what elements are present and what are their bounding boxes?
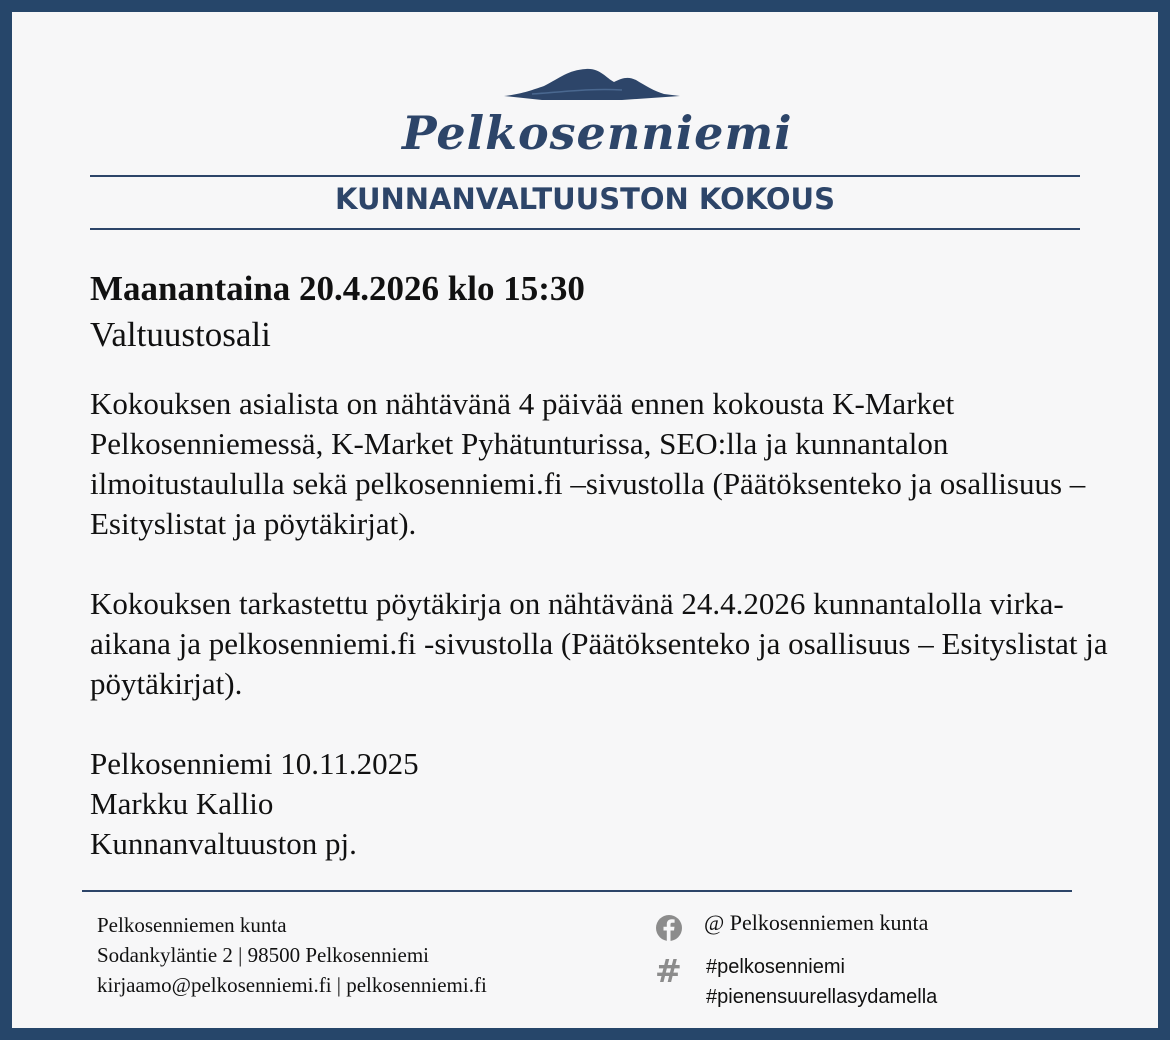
heading-divider xyxy=(90,228,1080,230)
logo-wordmark: Pelkosenniemi xyxy=(402,106,793,160)
meeting-datetime: Maanantaina 20.4.2026 klo 15:30 xyxy=(90,269,585,308)
footer-email-web: kirjaamo@pelkosenniemi.fi | pelkosenniemi.fi xyxy=(97,973,487,997)
fell-logo-icon xyxy=(502,64,682,104)
hashtag-list xyxy=(706,952,937,1012)
facebook-handle: @ Pelkosenniemen kunta xyxy=(704,910,929,935)
notice-page xyxy=(12,12,1158,1028)
hashtag-icon: # xyxy=(655,952,682,990)
signature-title: Kunnanvaltuuston pj. xyxy=(90,826,357,861)
top-divider xyxy=(90,175,1080,177)
footer-divider xyxy=(82,890,1072,892)
hashtag: #pelkosenniemi xyxy=(706,956,845,978)
facebook-icon xyxy=(656,915,682,941)
footer-contact xyxy=(97,910,487,1000)
signature-name: Markku Kallio xyxy=(90,786,274,821)
signature-block xyxy=(90,744,419,864)
footer-org: Pelkosenniemen kunta xyxy=(97,913,287,937)
hashtag: #pienensuurellasydamella xyxy=(706,986,938,1008)
minutes-paragraph: Kokouksen tarkastettu pöytäkirja on nähtävänä 24.4.2026 kunnantalolla virka-aikana ja pelkosenniemi.fi -sivustolla (Päätöksenteko ja osallisuus – Esityslistat ja pöytäkirjat). xyxy=(90,586,1108,701)
notice-heading: KUNNANVALTUUSTON KOKOUS xyxy=(334,182,835,216)
agenda-paragraph: Kokouksen asialista on nähtävänä 4 päivää ennen kokousta K-Market Pelkosenniemessä, K-Market Pyhätunturissa, SEO:lla ja kunnantalon ilmoitustaululla sekä pelkosenniemi.fi –sivustolla (Päätöksenteko ja osallisuus – Esityslistat ja pöytäkirjat). xyxy=(90,386,1086,541)
meeting-venue: Valtuustosali xyxy=(90,315,271,354)
signature-place-date: Pelkosenniemi 10.11.2025 xyxy=(90,746,419,781)
footer-address: Sodankyläntie 2 | 98500 Pelkosenniemi xyxy=(97,943,430,967)
